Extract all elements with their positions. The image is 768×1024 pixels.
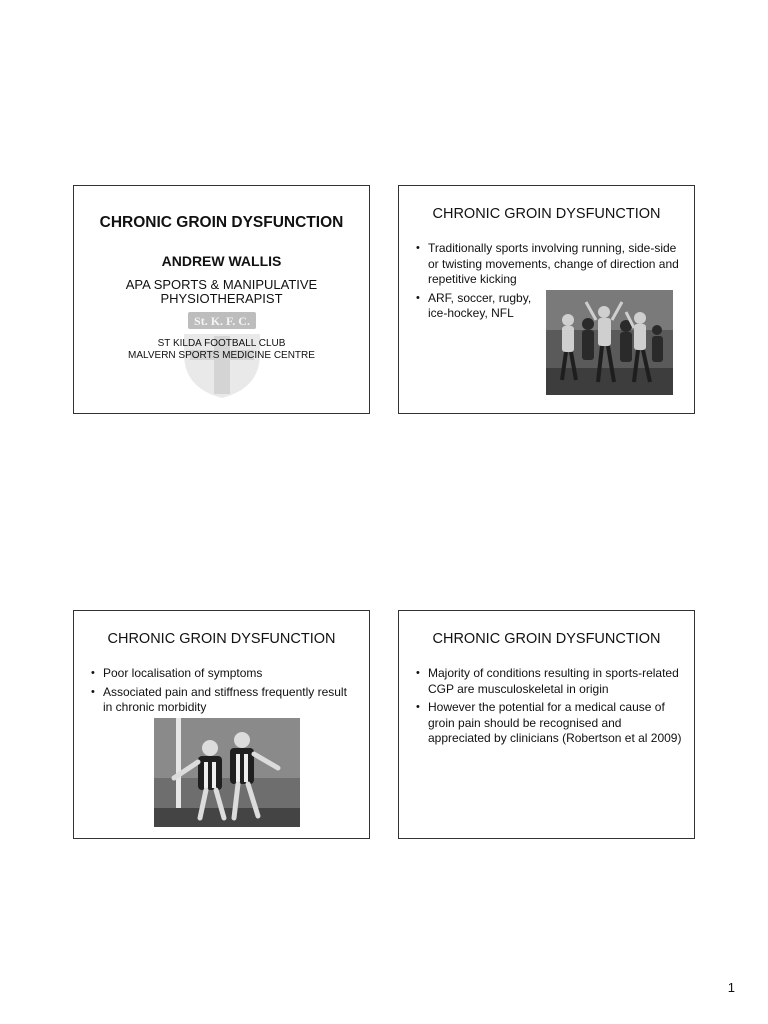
organization-line-1: ST KILDA FOOTBALL CLUB	[157, 338, 286, 349]
slide-1	[73, 185, 370, 414]
bullet-item: • Associated pain and stiffness frequently result in chronic morbidity	[91, 685, 356, 716]
page-number: 1	[727, 980, 735, 995]
organization-line-2: MALVERN SPORTS MEDICINE CENTRE	[128, 350, 315, 361]
svg-text:St. K. F. C.: St. K. F. C.	[194, 314, 250, 328]
slide-3	[73, 610, 370, 839]
bullet-item: • Traditionally sports involving running, side-side or twisting movements, change of direction and repetitive kicking	[416, 241, 684, 288]
slide-title: CHRONIC GROIN DYSFUNCTION	[99, 214, 344, 231]
slide-4	[398, 610, 695, 839]
bullet-item: • Poor localisation of symptoms	[91, 666, 356, 682]
slide-2	[398, 185, 695, 414]
bullet-item: • ARF, soccer, rugby, ice-hockey, NFL	[416, 291, 548, 322]
author-role-line-2: PHYSIOTHERAPIST	[160, 291, 283, 306]
bullet-item: • However the potential for a medical cause of groin pain should be recognised and appreciated by clinicians (Robertson et al 2009)	[416, 700, 684, 747]
slide-title: CHRONIC GROIN DYSFUNCTION	[107, 631, 336, 647]
players-celebrating-photo	[546, 290, 673, 395]
slide-title: CHRONIC GROIN DYSFUNCTION	[432, 206, 661, 222]
author-name: ANDREW WALLIS	[161, 253, 282, 269]
bullet-item: • Majority of conditions resulting in sports-related CGP are musculoskeletal in origin	[416, 666, 684, 697]
bullet-list	[416, 666, 684, 750]
slide-title: CHRONIC GROIN DYSFUNCTION	[432, 631, 661, 647]
bullet-list	[91, 666, 356, 719]
players-contest-photo	[154, 718, 300, 827]
author-role-line-1: APA SPORTS & MANIPULATIVE	[125, 277, 318, 292]
